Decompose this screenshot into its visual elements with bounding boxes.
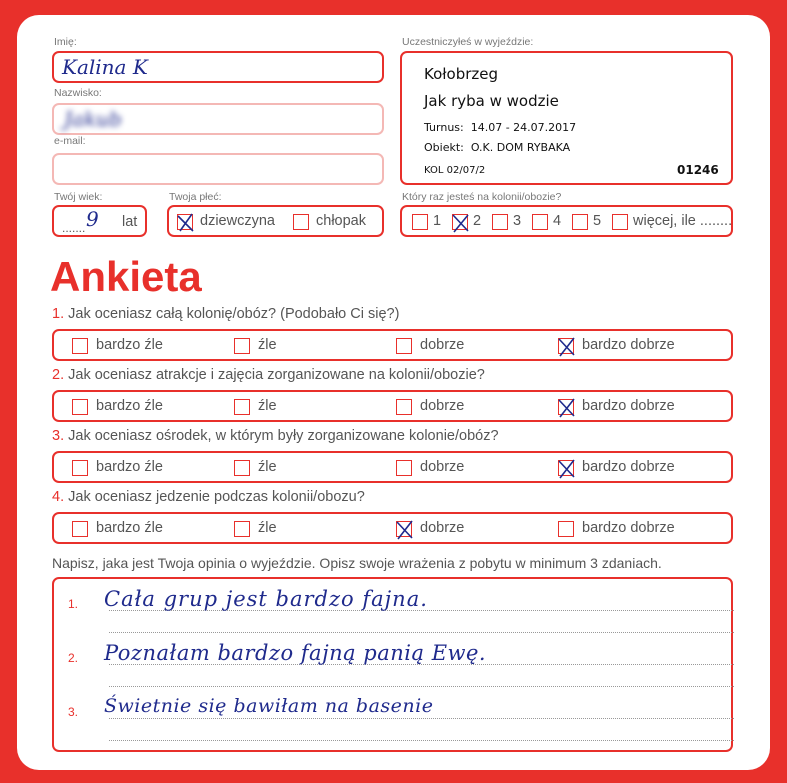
rating-option-label: dobrze xyxy=(420,520,465,536)
gender-girl-checkbox[interactable] xyxy=(177,214,193,230)
survey-title: Ankieta xyxy=(50,253,202,300)
question-number: 3. xyxy=(52,428,65,444)
rating-checkbox[interactable] xyxy=(72,460,88,476)
question-1-text xyxy=(52,306,399,322)
gender-boy-checkbox[interactable] xyxy=(293,214,309,230)
email-label: e-mail: xyxy=(54,135,86,147)
rating-checkbox[interactable] xyxy=(234,460,250,476)
rating-option-label: bardzo dobrze xyxy=(582,337,675,353)
x-mark-icon xyxy=(557,336,577,358)
times-2-label: 2 xyxy=(473,213,482,229)
question-number: 2. xyxy=(52,367,65,383)
opinion-line-2: Poznałam bardzo fajną panią Ewę. xyxy=(104,641,487,665)
age-label: Twój wiek: xyxy=(54,191,103,203)
rating-option-label: bardzo dobrze xyxy=(582,459,675,475)
times-more-checkbox[interactable] xyxy=(612,214,628,230)
rating-checkbox[interactable] xyxy=(396,399,412,415)
times-1-checkbox[interactable] xyxy=(412,214,428,230)
name-field[interactable] xyxy=(52,51,384,83)
rating-checkbox[interactable] xyxy=(558,399,574,415)
opinion-box[interactable] xyxy=(52,577,733,752)
rating-checkbox[interactable] xyxy=(558,460,574,476)
email-field[interactable] xyxy=(52,153,384,185)
rating-option-label: bardzo dobrze xyxy=(582,398,675,414)
trip-name: Jak ryba w wodzie xyxy=(424,92,559,110)
age-value: 9 xyxy=(86,207,99,231)
rating-checkbox[interactable] xyxy=(234,338,250,354)
question-2-options xyxy=(52,390,733,422)
opinion-line-1: Cała grup jest bardzo fajna. xyxy=(104,587,428,611)
rating-checkbox[interactable] xyxy=(558,338,574,354)
opinion-line-3: Świetnie się bawiłam na basenie xyxy=(104,695,434,717)
rating-checkbox[interactable] xyxy=(72,338,88,354)
times-3-checkbox[interactable] xyxy=(492,214,508,230)
question-label: Jak oceniasz całą kolonię/obóz? (Podobało Ci się?) xyxy=(68,306,400,322)
times-5-checkbox[interactable] xyxy=(572,214,588,230)
rating-checkbox[interactable] xyxy=(396,521,412,537)
x-mark-icon xyxy=(395,519,415,541)
gender-field xyxy=(167,205,384,237)
rating-checkbox[interactable] xyxy=(234,399,250,415)
rating-checkbox[interactable] xyxy=(72,399,88,415)
survey-sheet xyxy=(17,15,770,770)
rating-checkbox[interactable] xyxy=(396,338,412,354)
x-mark-icon xyxy=(557,458,577,480)
opinion-number-2: 2. xyxy=(68,651,79,665)
rating-checkbox[interactable] xyxy=(396,460,412,476)
trip-city: Kołobrzeg xyxy=(424,65,499,83)
line-divider xyxy=(109,686,734,687)
name-value: Kalina K xyxy=(62,55,148,79)
x-mark-icon xyxy=(557,397,577,419)
question-4-text xyxy=(52,489,365,505)
age-dots: ....... xyxy=(62,221,86,235)
line-divider xyxy=(109,718,734,719)
rating-checkbox[interactable] xyxy=(234,521,250,537)
opinion-prompt: Napisz, jaka jest Twoja opinia o wyjeździe. Opisz swoje wrażenia z pobytu w minimum 3 zdaniach. xyxy=(52,555,662,571)
rating-option-label: dobrze xyxy=(420,337,465,353)
question-1-options xyxy=(52,329,733,361)
times-label: Który raz jesteś na kolonii/obozie? xyxy=(402,191,562,203)
trip-label: Uczestniczyłeś w wyjeździe: xyxy=(402,36,534,48)
times-2-checkbox[interactable] xyxy=(452,214,468,230)
rating-option-label: bardzo źle xyxy=(96,459,163,475)
question-2-text xyxy=(52,367,485,383)
rating-option-label: źle xyxy=(258,520,277,536)
rating-option-label: źle xyxy=(258,459,277,475)
rating-option-label: źle xyxy=(258,398,277,414)
rating-checkbox[interactable] xyxy=(558,521,574,537)
rating-option-label: dobrze xyxy=(420,459,465,475)
x-mark-icon xyxy=(176,212,196,234)
trip-code: KOL 02/07/2 xyxy=(424,165,486,176)
times-4-checkbox[interactable] xyxy=(532,214,548,230)
times-4-label: 4 xyxy=(553,213,562,229)
question-number: 1. xyxy=(52,306,65,322)
line-divider xyxy=(109,632,734,633)
trip-box xyxy=(400,51,733,185)
question-3-options xyxy=(52,451,733,483)
gender-label: Twoja płeć: xyxy=(169,191,222,203)
rating-option-label: źle xyxy=(258,337,277,353)
name-label: Imię: xyxy=(54,36,77,48)
trip-obiekt: Obiekt: O.K. DOM RYBAKA xyxy=(424,141,571,154)
gender-boy-label: chłopak xyxy=(316,213,366,229)
rating-option-label: bardzo dobrze xyxy=(582,520,675,536)
surname-label: Nazwisko: xyxy=(54,87,102,99)
times-field xyxy=(400,205,733,237)
opinion-number-1: 1. xyxy=(68,597,79,611)
question-label: Jak oceniasz jedzenie podczas kolonii/obozu? xyxy=(68,489,365,505)
times-5-label: 5 xyxy=(593,213,602,229)
times-3-label: 3 xyxy=(513,213,522,229)
x-mark-icon xyxy=(451,212,471,234)
surname-field[interactable] xyxy=(52,103,384,135)
times-more-label: więcej, ile ........ xyxy=(633,213,733,229)
rating-option-label: dobrze xyxy=(420,398,465,414)
rating-option-label: bardzo źle xyxy=(96,337,163,353)
line-divider xyxy=(109,740,734,741)
trip-turnus: Turnus: 14.07 - 24.07.2017 xyxy=(424,121,577,134)
opinion-number-3: 3. xyxy=(68,705,79,719)
rating-checkbox[interactable] xyxy=(72,521,88,537)
question-label: Jak oceniasz atrakcje i zajęcia zorganizowane na kolonii/obozie? xyxy=(68,367,485,383)
question-4-options xyxy=(52,512,733,544)
surname-value: Jakub xyxy=(64,107,122,131)
question-number: 4. xyxy=(52,489,65,505)
trip-number: 01246 xyxy=(677,163,719,177)
age-unit: lat xyxy=(122,214,138,230)
question-3-text xyxy=(52,428,499,444)
times-1-label: 1 xyxy=(433,213,442,229)
age-field[interactable] xyxy=(52,205,147,237)
rating-option-label: bardzo źle xyxy=(96,520,163,536)
rating-option-label: bardzo źle xyxy=(96,398,163,414)
gender-girl-label: dziewczyna xyxy=(200,213,275,229)
question-label: Jak oceniasz ośrodek, w którym były zorganizowane kolonie/obóz? xyxy=(68,428,499,444)
